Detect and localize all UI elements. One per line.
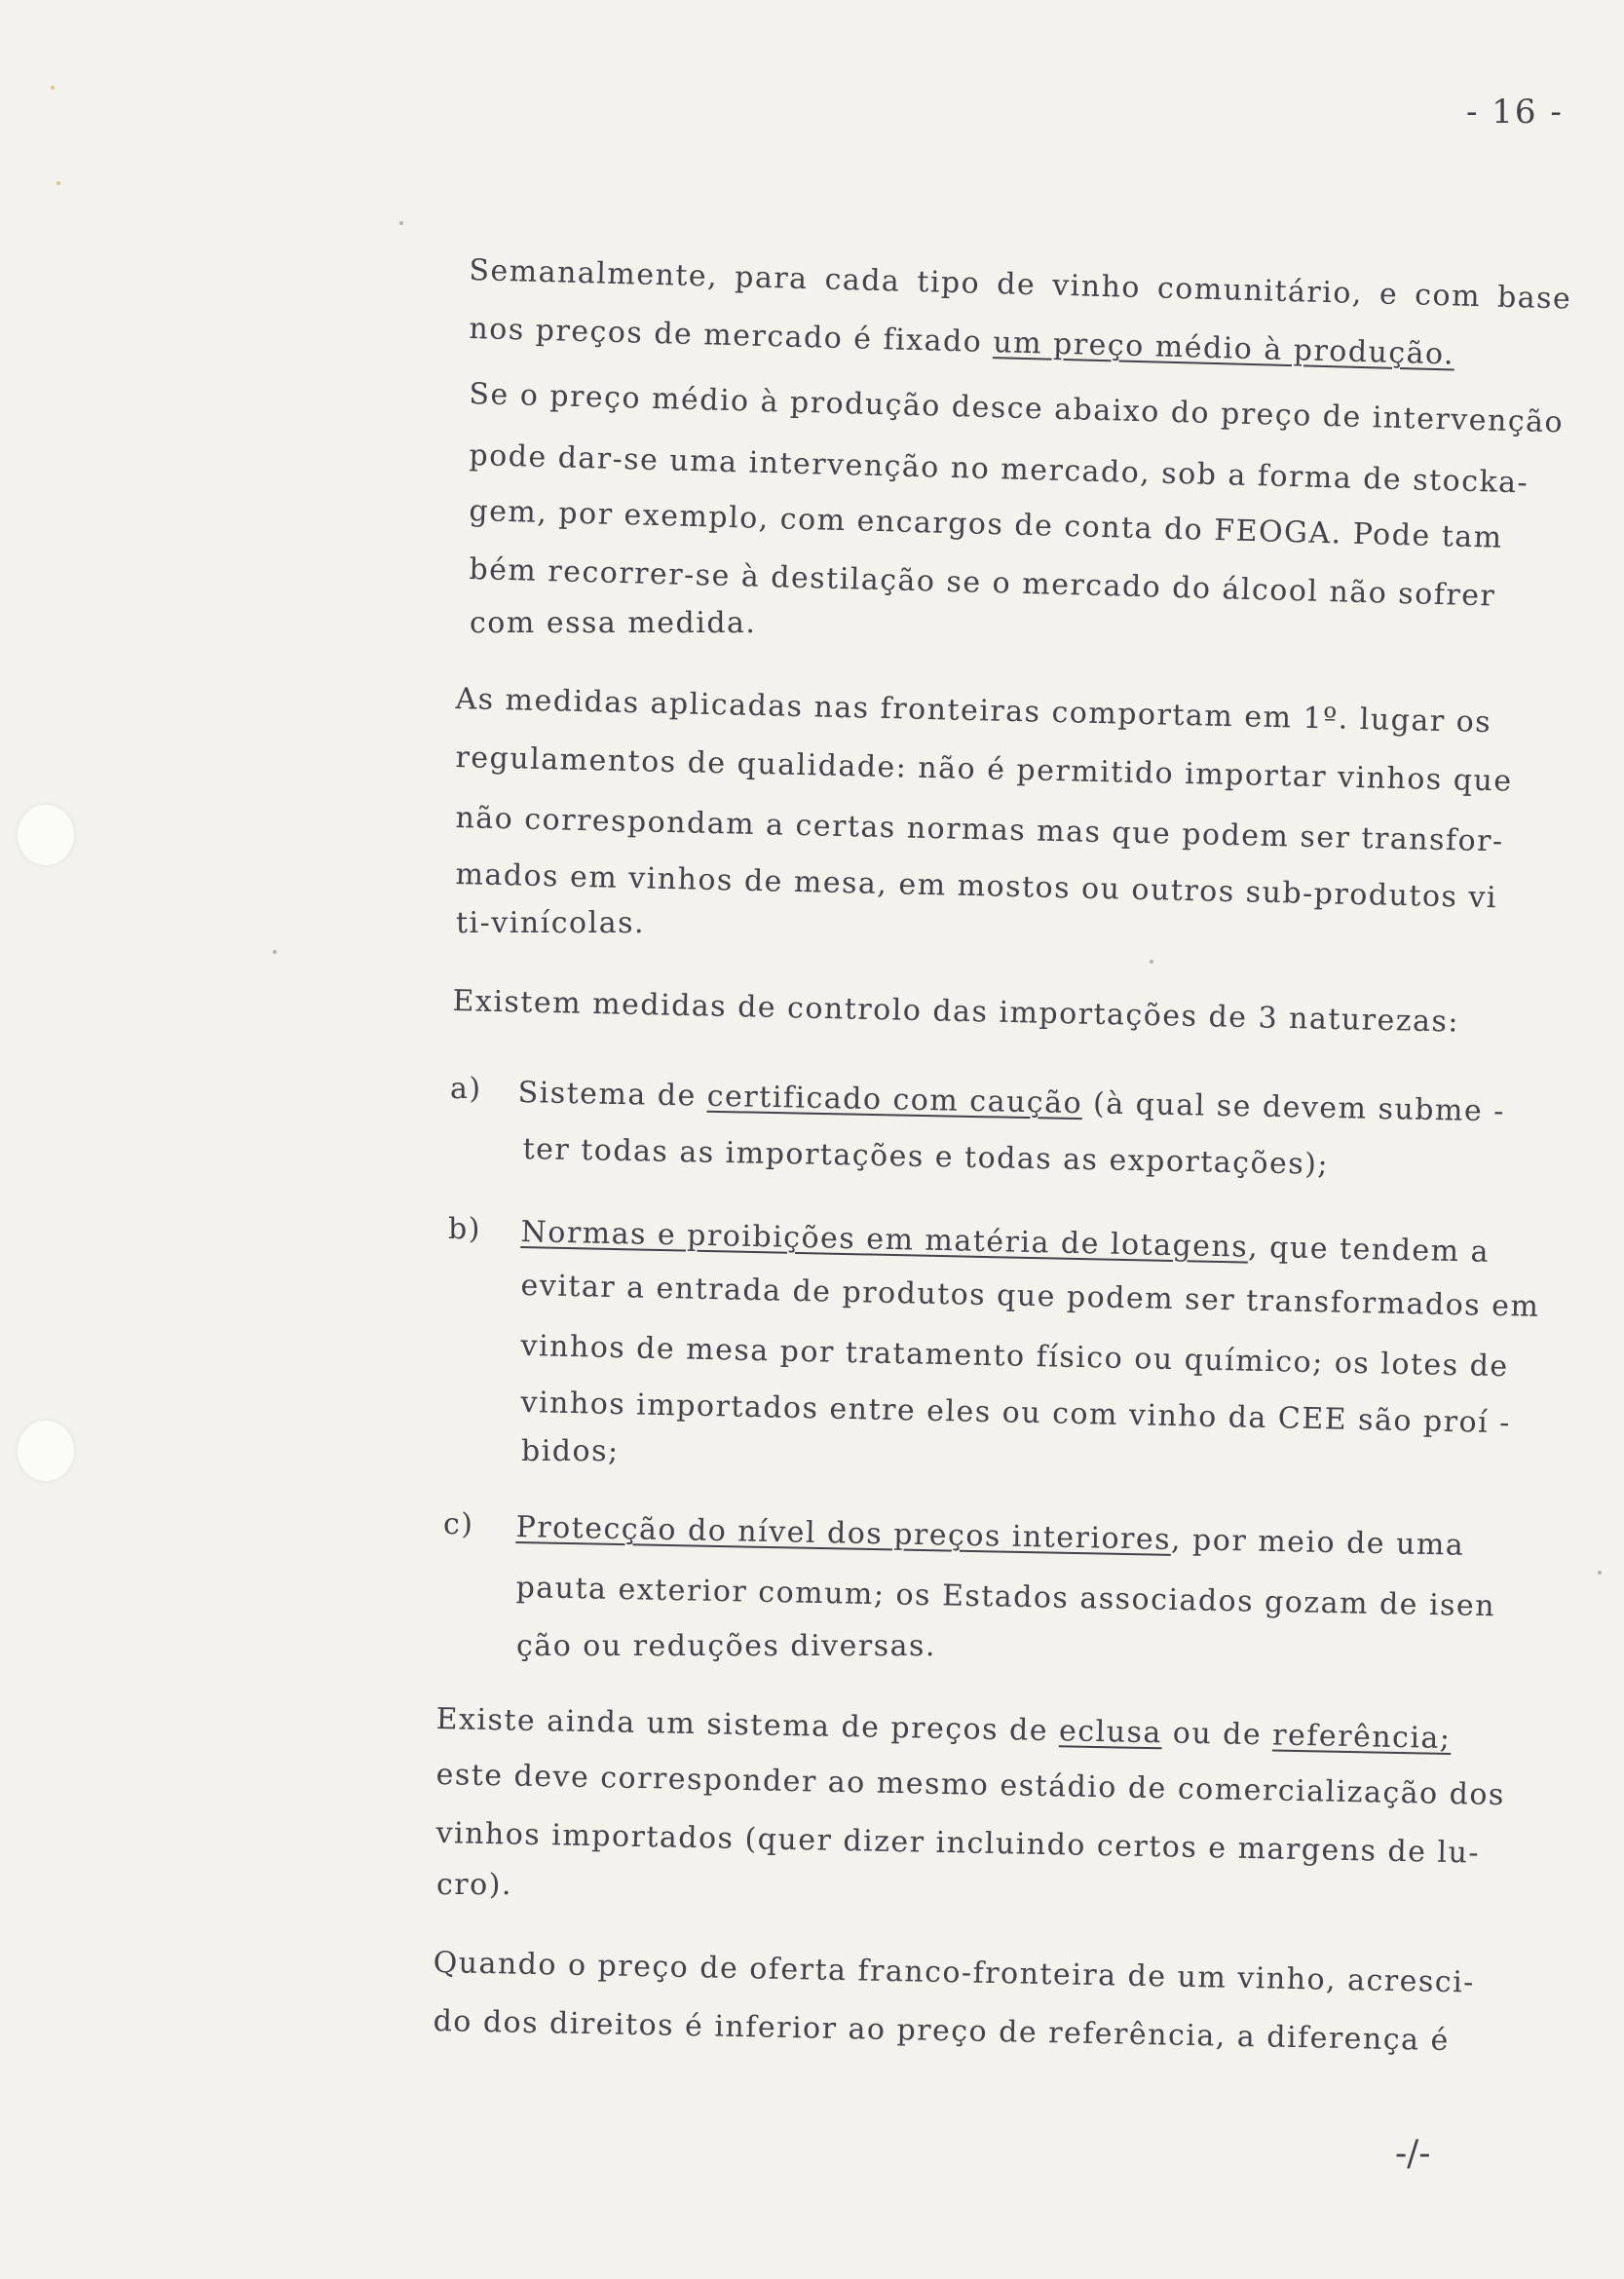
speck bbox=[57, 181, 60, 185]
text-span: vinhos importados entre eles ou com vinho da CEE são proí - bbox=[520, 1385, 1512, 1441]
paragraph-5-line-3 bbox=[435, 1814, 1480, 1874]
text-span: Existe ainda um sistema de preços de bbox=[435, 1701, 1060, 1749]
paragraph-2-line-3 bbox=[469, 492, 1503, 558]
text-span: regulamentos de qualidade: não é permitido importar vinhos que bbox=[455, 740, 1513, 799]
item-b-line-5 bbox=[521, 1432, 620, 1471]
underlined-phrase: certificado com caução bbox=[706, 1079, 1083, 1121]
item-b-marker: b) bbox=[448, 1212, 481, 1246]
paragraph-3-line-3 bbox=[455, 799, 1504, 861]
text-span: As medidas aplicadas nas fronteiras comportam em 1º. lugar os bbox=[455, 681, 1492, 741]
item-b-line-4 bbox=[520, 1384, 1511, 1443]
punch-hole-bottom bbox=[18, 1421, 74, 1481]
underlined-phrase: Protecção do nível dos preços interiores bbox=[515, 1509, 1172, 1557]
text-span: pauta exterior comum; os Estados associados gozam de isen bbox=[515, 1570, 1496, 1624]
paragraph-3-line-2 bbox=[455, 739, 1513, 802]
underlined-word: eclusa bbox=[1058, 1714, 1163, 1751]
text-span: gem, por exemplo, com encargos de conta do FEOGA. Pode tam bbox=[469, 493, 1504, 555]
paragraph-6-line-2 bbox=[433, 2002, 1450, 2061]
item-c-line-2 bbox=[515, 1569, 1495, 1626]
text-span: , por meio de uma bbox=[1170, 1522, 1465, 1563]
speck bbox=[1598, 1571, 1602, 1575]
paragraph-3-line-1 bbox=[455, 680, 1492, 742]
paragraph-5-line-1 bbox=[435, 1700, 1452, 1759]
text-span: bém recorrer-se à destilação se o mercado do álcool não sofrer bbox=[469, 551, 1496, 614]
item-a-line-1 bbox=[517, 1074, 1505, 1131]
text-span: do dos direitos é inferior ao preço de referência, a diferença é bbox=[433, 2003, 1451, 2059]
punch-hole-top bbox=[18, 805, 74, 865]
item-b-line-3 bbox=[520, 1327, 1509, 1386]
underlined-phrase: Normas e proibições em matéria de lotagens bbox=[520, 1214, 1249, 1265]
text-span: não correspondam a certas normas mas que podem ser transfor- bbox=[455, 800, 1504, 859]
text-span: Se o preço médio à produção desce abaixo do preço de intervenção bbox=[469, 376, 1565, 440]
text-span: Existem medidas de controlo das importações de 3 naturezas: bbox=[452, 983, 1460, 1040]
text-span: vinhos de mesa por tratamento físico ou químico; os lotes de bbox=[520, 1328, 1510, 1385]
text-span: pode dar-se uma intervenção no mercado, sob a forma de stocka- bbox=[469, 437, 1530, 501]
text-span: ção ou reduções diversas. bbox=[516, 1629, 936, 1663]
item-a-line-2 bbox=[522, 1130, 1329, 1185]
item-c-line-1 bbox=[515, 1508, 1464, 1566]
text-span: Semanalmente, para cada tipo de vinho comunitário, e com base bbox=[469, 252, 1572, 317]
text-span: este deve corresponder ao mesmo estádio de comercialização dos bbox=[435, 1757, 1506, 1813]
paragraph-5-line-4 bbox=[436, 1866, 512, 1905]
speck bbox=[399, 221, 403, 225]
paragraph-1-line-1 bbox=[469, 251, 1572, 320]
item-c-marker: c) bbox=[443, 1507, 474, 1541]
paragraph-2-line-5 bbox=[470, 604, 756, 643]
item-b-line-1 bbox=[520, 1213, 1490, 1272]
text-span: Quando o preço de oferta franco-fronteira de um vinho, acresci- bbox=[433, 1945, 1476, 2000]
underlined-phrase: um preço médio à produção. bbox=[992, 325, 1455, 372]
text-span: ou de bbox=[1161, 1716, 1273, 1753]
item-c-line-3 bbox=[516, 1627, 936, 1666]
text-span: cro). bbox=[436, 1868, 512, 1902]
text-span: bidos; bbox=[521, 1434, 620, 1468]
speck bbox=[273, 950, 277, 954]
text-span: com essa medida. bbox=[470, 606, 757, 640]
text-span: evitar a entrada de produtos que podem ser transformados em bbox=[520, 1268, 1540, 1324]
paragraph-4-line-1 bbox=[452, 982, 1459, 1043]
text-span: ti-vinícolas. bbox=[456, 906, 646, 940]
underlined-word: referência; bbox=[1271, 1718, 1452, 1756]
paragraph-5-line-2 bbox=[435, 1756, 1505, 1815]
text-span: (à qual se devem subme - bbox=[1081, 1086, 1506, 1129]
item-b-line-2 bbox=[520, 1267, 1540, 1327]
paragraph-1-line-2 bbox=[469, 310, 1455, 374]
paragraph-6-line-1 bbox=[433, 1944, 1475, 2003]
speck bbox=[1150, 960, 1153, 964]
text-span: vinhos importados (quer dizer incluindo certos e margens de lu- bbox=[435, 1815, 1481, 1871]
page-number: - 16 - bbox=[1466, 93, 1564, 132]
item-a-marker: a) bbox=[450, 1072, 482, 1106]
text-span: mados em vinhos de mesa, em mostos ou outros sub-produtos vi bbox=[455, 856, 1498, 916]
continuation-mark: -/- bbox=[1395, 2134, 1431, 2174]
text-span: Sistema de bbox=[517, 1075, 708, 1114]
paragraph-2-line-1 bbox=[469, 375, 1565, 442]
paragraph-3-line-5 bbox=[456, 904, 645, 943]
speck bbox=[51, 86, 55, 90]
text-span: , que tendem a bbox=[1247, 1230, 1491, 1270]
text-span: ter todas as importações e todas as exportações); bbox=[522, 1131, 1330, 1182]
text-span: nos preços de mercado é fixado bbox=[469, 311, 994, 361]
paragraph-2-line-2 bbox=[469, 437, 1530, 503]
